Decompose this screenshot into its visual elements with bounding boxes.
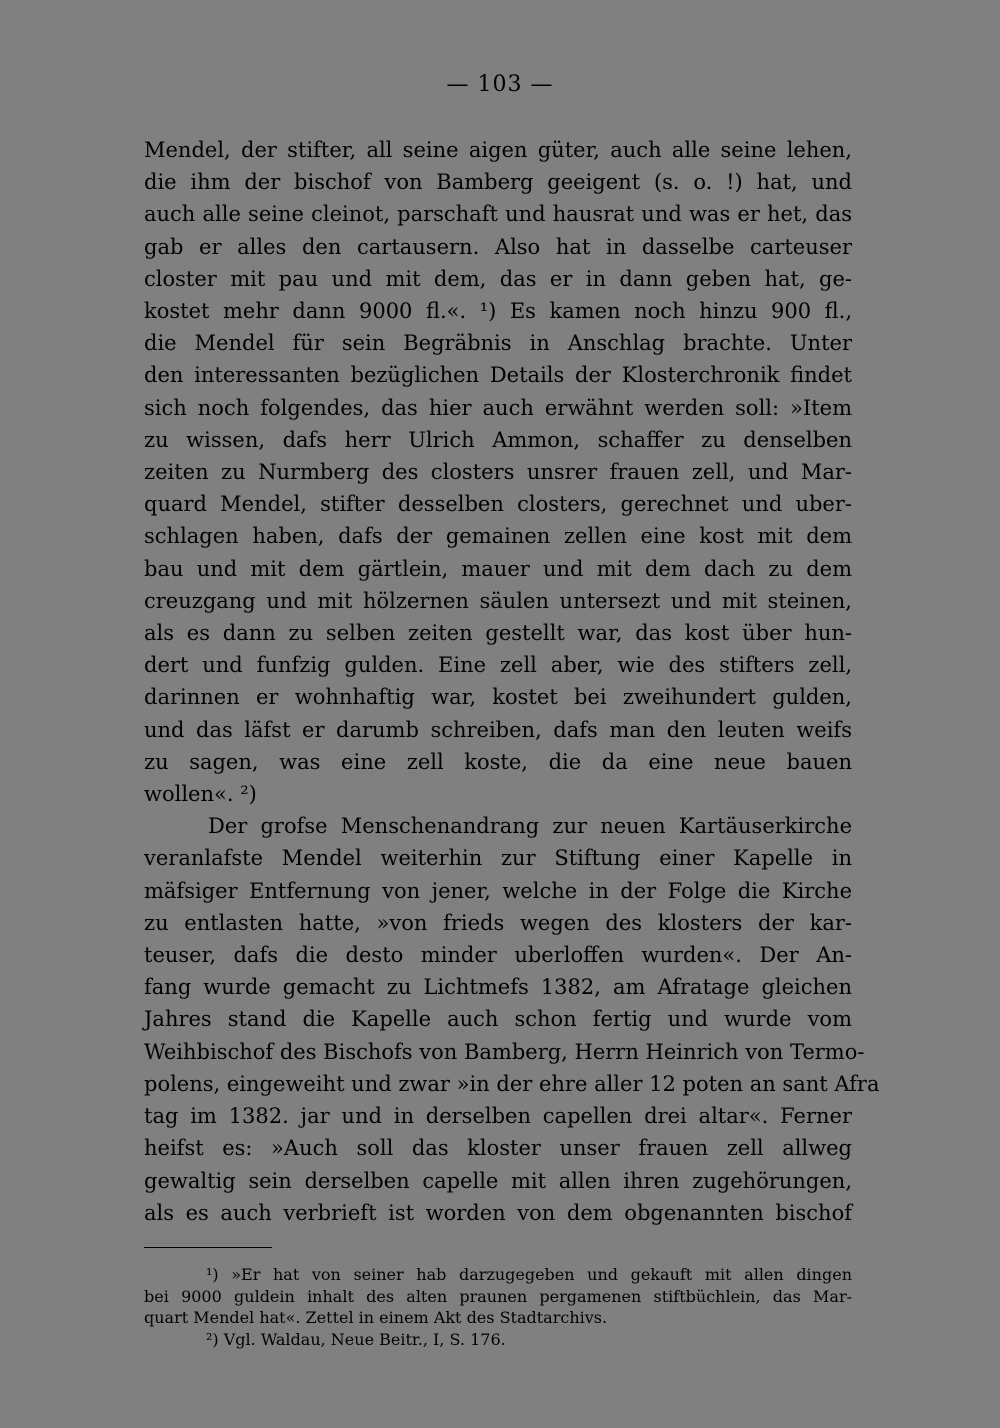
- text-line: mäfsiger Entfernung von jener, welche in der Folge die Kirche: [144, 878, 852, 903]
- text-line: veranlafste Mendel weiterhin zur Stiftung einer Kapelle in: [144, 846, 852, 871]
- text-line: zu sagen, was eine zell koste, die da eine neue bauen: [144, 749, 852, 774]
- text-line: zu wissen, dafs herr Ulrich Ammon, schaffer zu denselben: [144, 427, 852, 452]
- text-line: die Mendel für sein Begräbnis in Anschlag brachte. Unter: [144, 331, 852, 356]
- text-line: kostet mehr dann 9000 fl.«. ¹) Es kamen noch hinzu 900 fl.,: [144, 299, 852, 324]
- text-line: zu entlasten hatte, »von frieds wegen des klosters der kar-: [144, 910, 852, 935]
- text-line: als es dann zu selben zeiten gestellt war, das kost über hun-: [144, 621, 852, 646]
- text-line: heifst es: »Auch soll das kloster unser frauen zell allweg: [144, 1136, 852, 1161]
- paragraph-start-line: Der grofse Menschenandrang zur neuen Kartäuserkirche: [208, 814, 852, 839]
- text-line: fang wurde gemacht zu Lichtmefs 1382, am Afratage gleichen: [144, 975, 852, 1000]
- text-line: zeiten zu Nurmberg des closters unsrer frauen zell, und Mar-: [144, 460, 852, 485]
- text-line: closter mit pau und mit dem, das er in dann geben hat, ge-: [144, 266, 852, 291]
- text-line: quard Mendel, stifter desselben closters, gerechnet und uber-: [144, 492, 852, 517]
- footnote-divider: [144, 1247, 272, 1248]
- text-line: Weihbischof des Bischofs von Bamberg, Herrn Heinrich von Termo-: [144, 1039, 865, 1064]
- text-line: wollen«. ²): [144, 782, 257, 807]
- footnote-1-line: bei 9000 guldein inhalt des alten praunen pergamenen stiftbüchlein, das Mar-: [144, 1286, 852, 1306]
- footnotes: [144, 1264, 852, 1350]
- page-number: — 103 —: [446, 72, 554, 97]
- text-line: gewaltig sein derselben capelle mit allen ihren zugehörungen,: [144, 1168, 852, 1193]
- text-line: creuzgang und mit hölzernen säulen untersezt und mit steinen,: [144, 588, 852, 613]
- text-line: schlagen haben, dafs der gemainen zellen eine kost mit dem: [144, 524, 852, 549]
- text-line: die ihm der bischof von Bamberg geeigent (s. o. !) hat, und: [144, 170, 852, 195]
- footnote-1-line: ¹) »Er hat von seiner hab darzugegeben und gekauft mit allen dingen: [206, 1265, 852, 1284]
- text-line: sich noch folgendes, das hier auch erwähnt werden soll: »Item: [144, 395, 852, 420]
- footnote-1-line: quart Mendel hat«. Zettel in einem Akt des Stadtarchivs.: [144, 1308, 608, 1327]
- text-line: gab er alles den cartausern. Also hat in dasselbe carteuser: [144, 234, 852, 259]
- text-line: auch alle seine cleinot, parschaft und hausrat und was er het, das: [144, 202, 852, 227]
- text-line: teuser, dafs die desto minder uberloffen wurden«. Der An-: [144, 943, 852, 968]
- text-line: und das läfst er darumb schreiben, dafs man den leuten weifs: [144, 717, 852, 742]
- text-line: als es auch verbrieft ist worden von dem obgenannten bischof: [144, 1200, 852, 1225]
- text-line: dert und funfzig gulden. Eine zell aber, wie des stifters zell,: [144, 653, 852, 678]
- text-line: darinnen er wohnhaftig war, kostet bei zweihundert gulden,: [144, 685, 852, 710]
- text-line: bau und mit dem gärtlein, mauer und mit dem dach zu dem: [144, 556, 852, 581]
- text-line: Jahres stand die Kapelle auch schon fertig und wurde vom: [144, 1007, 852, 1032]
- text-line: Mendel, der stifter, all seine aigen güter, auch alle seine lehen,: [144, 138, 852, 162]
- text-line: polens, eingeweiht und zwar »in der ehre aller 12 poten an sant Afra: [144, 1071, 880, 1096]
- text-line: den interessanten bezüglichen Details der Klosterchronik findet: [144, 363, 852, 388]
- text-line: tag im 1382. jar und in derselben capellen drei altar«. Ferner: [144, 1104, 852, 1129]
- body-text: [144, 134, 880, 1229]
- footnote-2-line: ²) Vgl. Waldau, Neue Beitr., I, S. 176.: [206, 1329, 506, 1349]
